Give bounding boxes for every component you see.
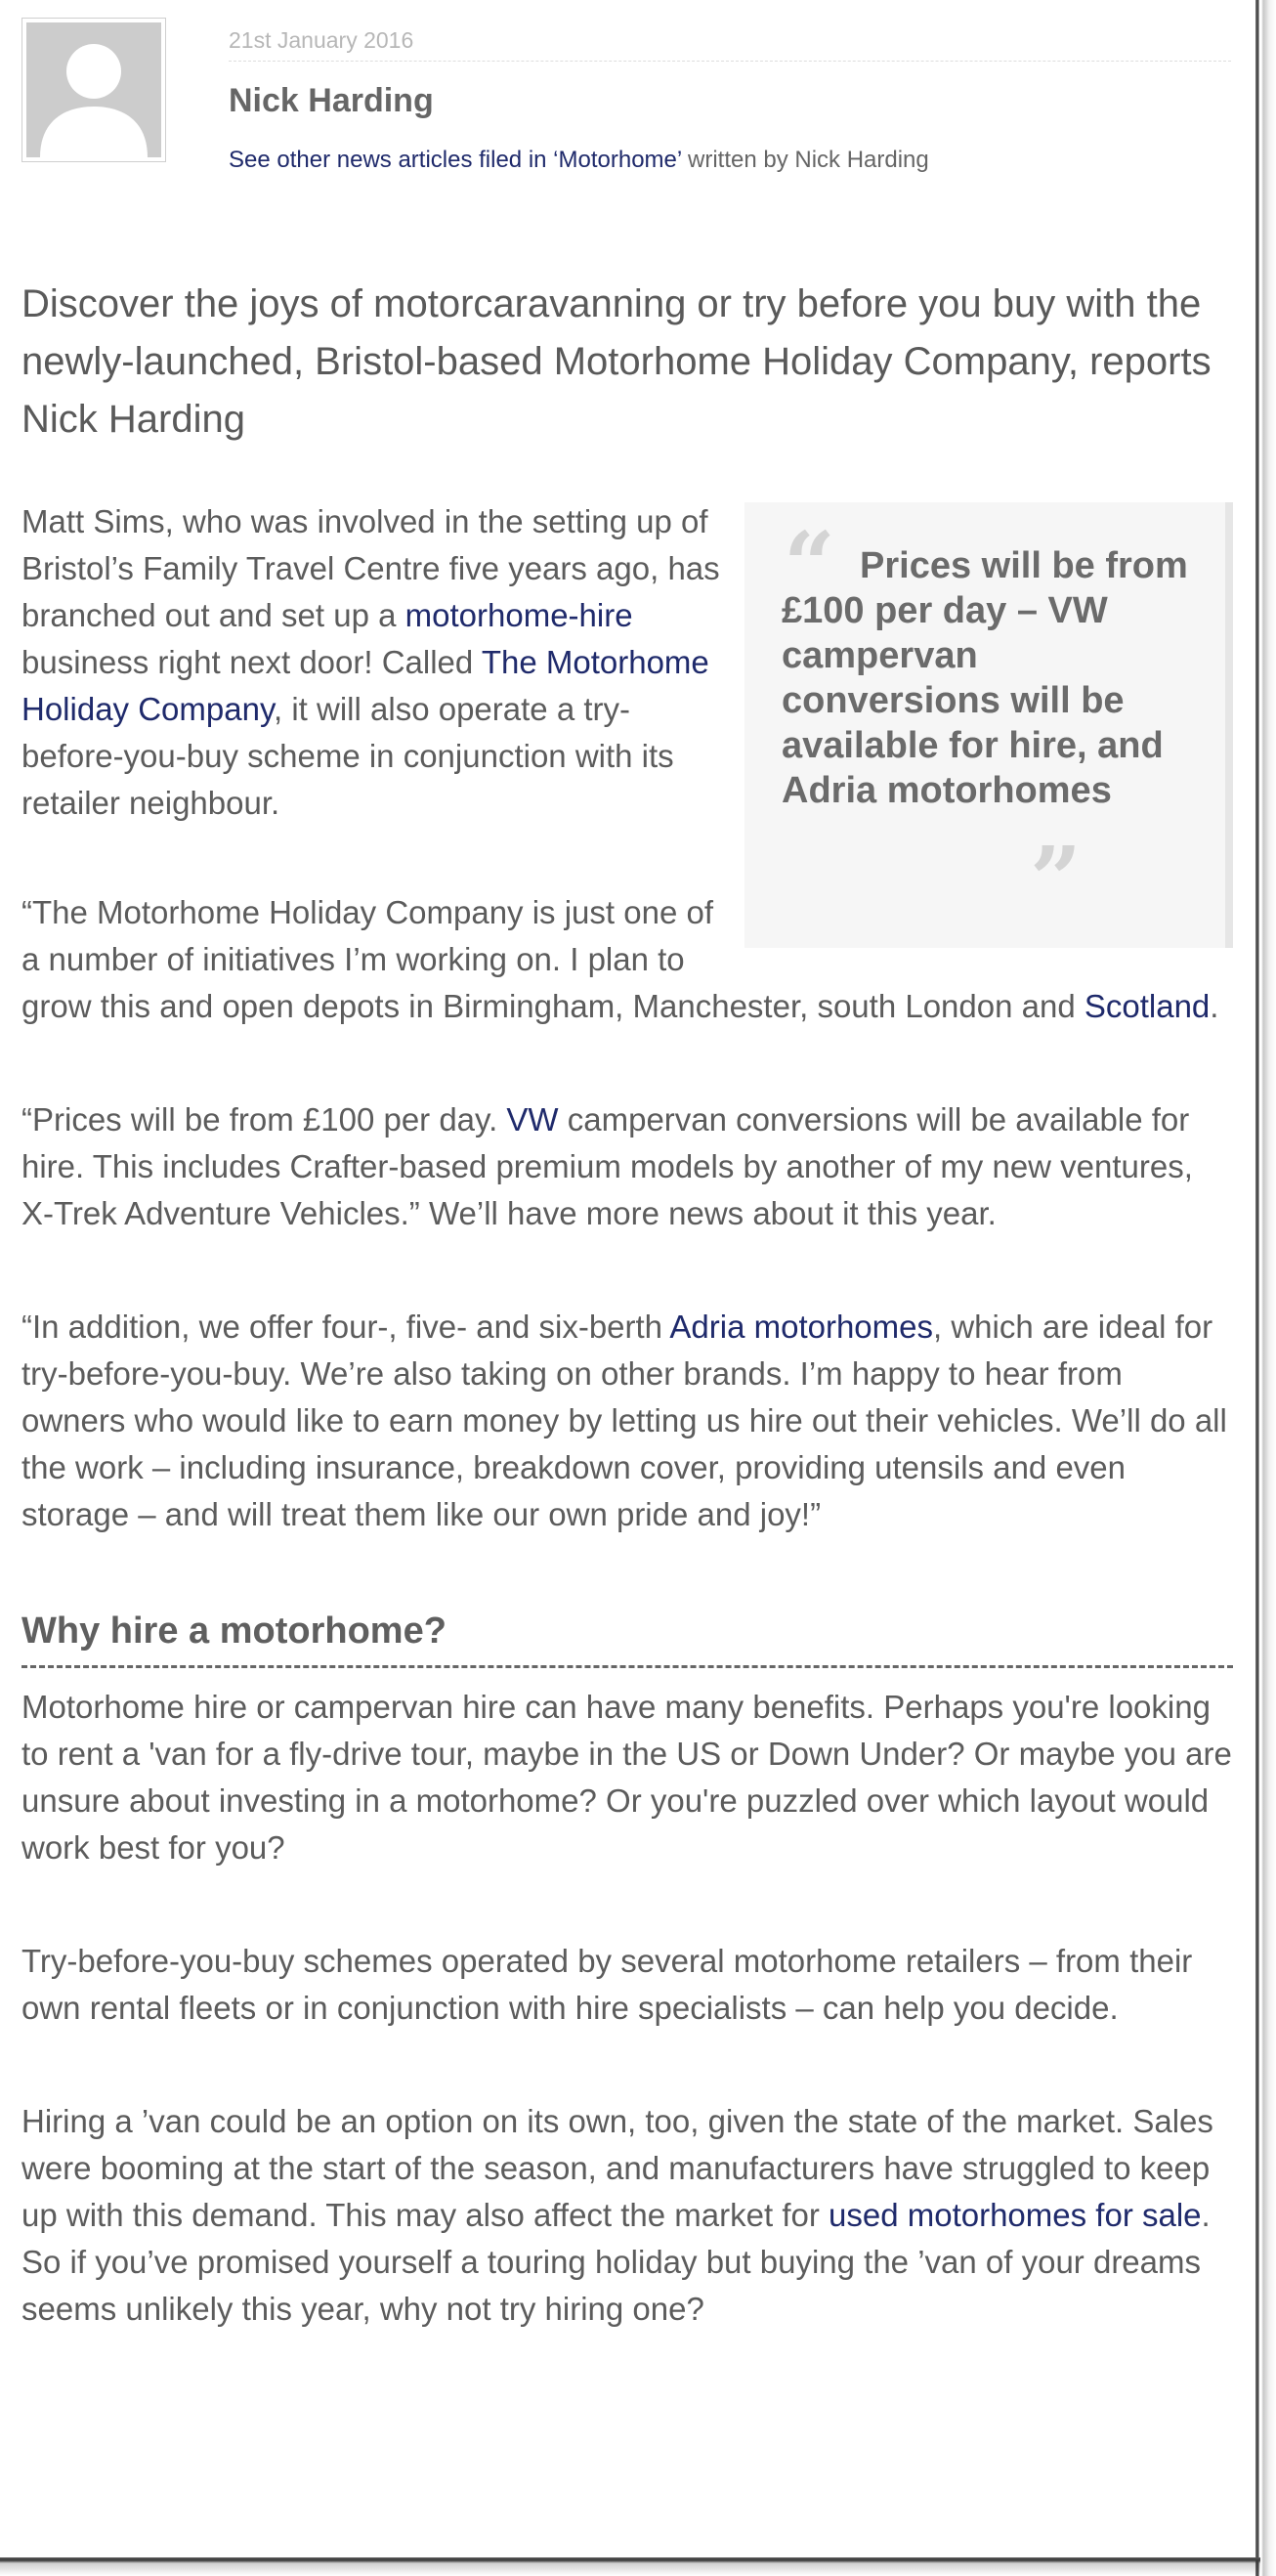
paragraph-text: . [1210,988,1219,1024]
vw-link[interactable]: VW [506,1101,559,1138]
user-avatar-placeholder-icon [26,22,161,157]
paragraph-text: “Prices will be from £100 per day. [21,1101,507,1138]
paragraph-text: , which are ideal for try-before-you-buy. We’re also taking on other brands. I’m happy to hear from owners who would like to earn money by letting us hire out their vehicles. We’ll do all the work – including insurance, breakdown cover, providing utensils and even storage – and will treat them like our own pride and joy!” [21,1309,1227,1532]
article-date: 21st January 2016 [229,21,1231,62]
motorhome-holiday-company-link[interactable]: The Motorhome Holiday Company [21,644,709,727]
article-paragraph: Motorhome hire or campervan hire can have many benefits. Perhaps you're looking to rent a 'van for a fly-drive tour, maybe in the US or Down Under? Or maybe you are unsure about investing in a motorhome? Or you're puzzled over which layout would work best for you? [21,1689,1232,1866]
page-bottom-shadow [0,2557,1260,2576]
category-articles-link[interactable]: See other news articles filed in ‘Motorhome’ [229,147,682,173]
paragraph-text: “The Motorhome Holiday Company is just one of a number of initiatives I’m working on. I plan to grow this and open depots in Birmingham, Manchester, south London and [21,894,1085,1024]
author-avatar [21,18,166,162]
paragraph-text: , it will also operate a try-before-you-buy scheme in conjunction with its retailer neighbour. [21,691,674,821]
filed-under-line [229,146,1231,175]
filed-author-text: written by Nick Harding [681,147,929,173]
motorhome-hire-link[interactable]: motorhome-hire [404,597,633,633]
article-paragraph [21,2098,1233,2333]
section-heading: Why hire a motorhome? [21,1605,1233,1668]
pull-quote-text: Prices will be from £100 per day – VW campervan conversions will be available for hire, and Adria motorhomes [782,545,1188,811]
open-quote-icon: “ [784,512,835,618]
article-standfirst: Discover the joys of motorcaravanning or try before you buy with the newly-launched, Bristol-based Motorhome Holiday Company, reports Nick Harding [21,282,1212,441]
article-paragraph: Try-before-you-buy schemes operated by several motorhome retailers – from their own rental fleets or in conjunction with hire specialists – can help you decide. [21,1943,1193,2026]
paragraph-text: . So if you’ve promised yourself a touring holiday but buying the ’van of your dreams seems unlikely this year, why not try hiring one? [21,2197,1211,2327]
paragraph-text: Hiring a ’van could be an option on its own, too, given the state of the market. Sales were booming at the start of the season, and manufacturers have struggled to keep up with this demand. This may also affect the market for [21,2103,1213,2233]
article-byline [229,21,1231,175]
pull-quote [744,502,1233,948]
paragraph-text: “In addition, we offer four-, five- and six-berth [21,1309,670,1345]
close-quote-icon: ” [1030,827,1082,932]
used-motorhomes-link[interactable]: used motorhomes for sale [829,2197,1202,2233]
scotland-link[interactable]: Scotland [1084,988,1211,1024]
paragraph-text: Matt Sims, who was involved in the setting up of Bristol’s Family Travel Centre five years ago, has branched out and set up a [21,503,720,633]
adria-motorhomes-link[interactable]: Adria motorhomes [669,1309,933,1345]
article-paragraph [21,1304,1233,1538]
article-body [21,498,1233,2399]
article-paragraph [21,1096,1233,1237]
author-name: Nick Harding [229,82,434,119]
paragraph-text: business right next door! Called [21,644,482,680]
paragraph-text: campervan conversions will be available for hire. This includes Crafter-based premium models by another of my new ventures, X-Trek Adventure Vehicles.” We’ll have more news about it this year. [21,1101,1193,1231]
page-edge-shadow [1255,0,1276,2576]
